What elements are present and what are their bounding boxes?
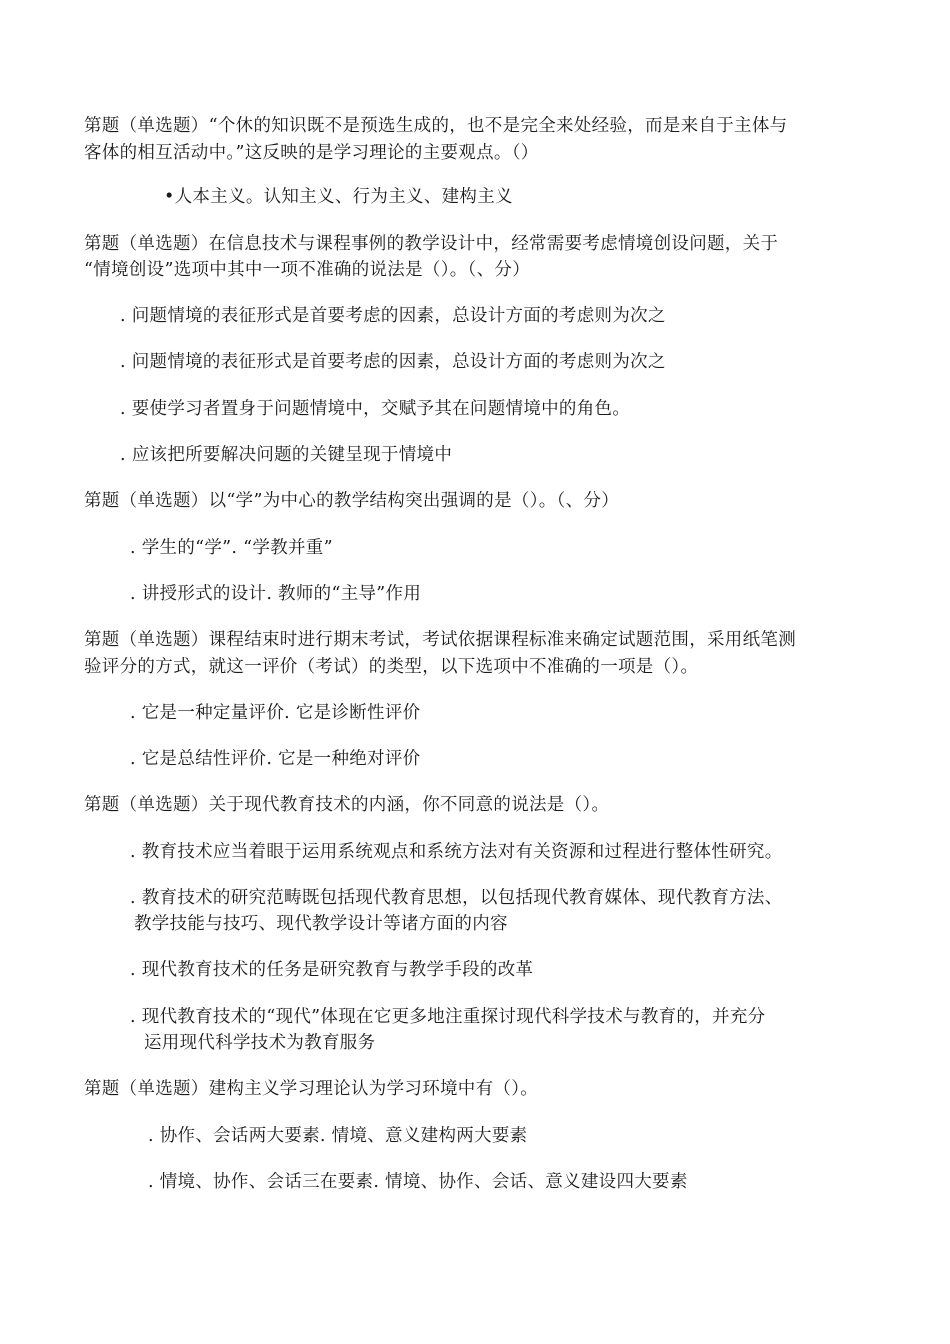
question-6-stem-line-1: 第题（单选题）建构主义学习理论认为学习环境中有（）。 bbox=[84, 1079, 539, 1099]
question-5-option-4-line-2: 运用现代科学技术为教育服务 bbox=[144, 1033, 376, 1053]
question-4-stem-line-1: 第题（单选题）课程结束时进行期末考试，考试依据课程标准来确定试题范围，采用纸笔测 bbox=[84, 630, 796, 650]
question-5-option-3: . 现代教育技术的任务是研究教育与教学手段的改革 bbox=[130, 960, 534, 980]
question-3-option-1: . 学生的“学”. “学教并重” bbox=[130, 538, 333, 558]
question-3-option-2: . 讲授形式的设计. 教师的“主导”作用 bbox=[130, 584, 422, 604]
question-4-option-2: . 它是总结性评价. 它是一种绝对评价 bbox=[130, 749, 421, 769]
question-5-option-4-line-1: . 现代教育技术的“现代”体现在它更多地注重探讨现代科学技术与教育的，并充分 bbox=[130, 1007, 766, 1027]
question-1-stem-line-2: 客体的相互活动中。”这反映的是学习理论的主要观点。（） bbox=[84, 143, 539, 163]
question-1-stem-line-1: 第题（单选题）“个休的知识既不是预选生成的，也不是完全来处经验，而是来自于主体与 bbox=[84, 116, 788, 136]
question-5-option-2-line-1: . 教育技术的研究范畴既包括现代教育思想，以包括现代教育媒体、现代教育方法、 bbox=[130, 888, 783, 908]
question-3-stem-line-1: 第题（单选题）以“学”为中心的教学结构突出强调的是（）。（、分） bbox=[84, 491, 619, 511]
question-6-option-1: . 协作、会话两大要素. 情境、意义建构两大要素 bbox=[148, 1126, 528, 1146]
question-2-option-4: . 应该把所要解决问题的关键呈现于情境中 bbox=[120, 445, 453, 465]
question-2-option-1: . 问题情境的表征形式是首要考虑的因素，总设计方面的考虑则为次之 bbox=[120, 306, 666, 326]
question-5-stem-line-1: 第题（单选题）关于现代教育技术的内涵，你不同意的说法是（）。 bbox=[84, 795, 610, 815]
question-5-option-1: . 教育技术应当着眼于运用系统观点和系统方法对有关资源和过程进行整体性研究。 bbox=[130, 842, 783, 862]
question-2-stem-line-2: “情境创设”选项中其中一项不准确的说法是（）。（、分） bbox=[84, 260, 530, 280]
question-5-option-2-line-2: 教学技能与技巧、现代教学设计等诸方面的内容 bbox=[134, 914, 508, 934]
question-6-option-2: . 情境、协作、会话三在要素. 情境、协作、会话、意义建设四大要素 bbox=[148, 1172, 688, 1192]
question-4-stem-line-2: 验评分的方式，就这一评价（考试）的类型，以下选项中不准确的一项是（）。 bbox=[84, 657, 699, 677]
question-1-option-1: •人本主义。认知主义、行为主义、建构主义 bbox=[164, 187, 513, 207]
question-2-stem-line-1: 第题（单选题）在信息技术与课程事例的教学设计中，经常需要考虑情境创设问题，关于 bbox=[84, 234, 779, 254]
question-2-option-3: . 要使学习者置身于问题情境中，交赋予其在问题情境中的角色。 bbox=[120, 399, 631, 419]
question-4-option-1: . 它是一种定量评价. 它是诊断性评价 bbox=[130, 703, 421, 723]
question-2-option-2: . 问题情境的表征形式是首要考虑的因素，总设计方面的考虑则为次之 bbox=[120, 352, 666, 372]
